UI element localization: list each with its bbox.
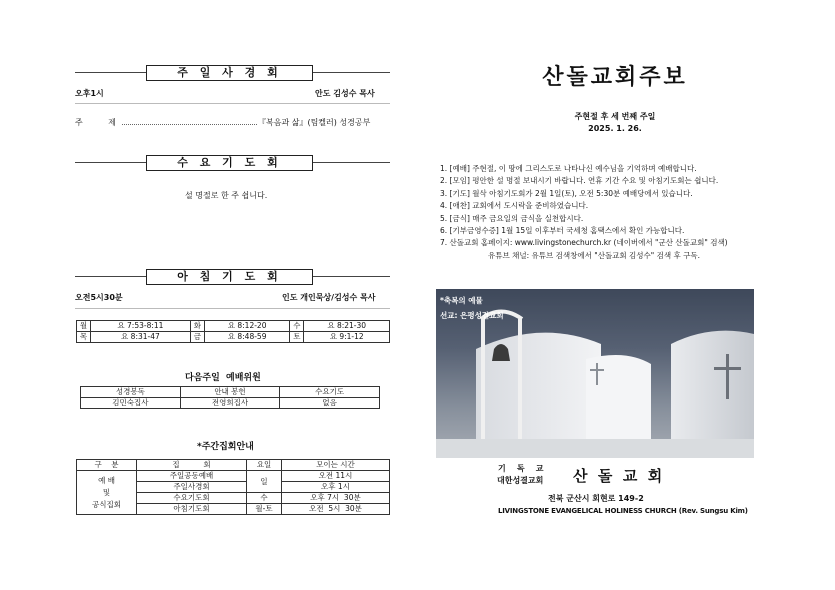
- announcement-item: 3. [기도] 월삭 아침기도회가 2월 1일(토), 오전 5:30분 예배당에서 있습니다.: [440, 188, 693, 198]
- divider: [75, 103, 390, 104]
- value-cell: 없음: [280, 398, 380, 409]
- denomination-top: 기 독 교: [498, 464, 544, 473]
- sunday-worship-topic: 『복음과 삶』(팀켈러) 성경공부: [258, 118, 371, 127]
- group-label: 공식집회: [92, 499, 121, 509]
- sunday-worship-leader: 안도 김성수 목사: [315, 89, 375, 98]
- meeting-name: 아침기도회: [137, 504, 247, 515]
- header-cell: 안내 봉헌: [180, 387, 280, 398]
- group-label: 예 배: [98, 475, 115, 485]
- announcements-list: [440, 163, 780, 262]
- denomination: 대한성결교회: [497, 476, 544, 485]
- next-week-title: 다음주일 예배위원: [185, 373, 261, 383]
- liturgical-week: 주현절 후 세 번째 주일: [574, 112, 656, 121]
- day-cell: 화: [190, 321, 204, 332]
- meeting-name: 수요기도회: [137, 493, 247, 504]
- meeting-time: 오전 5시 30분: [282, 504, 390, 515]
- meeting-time: 오전 11시: [282, 471, 390, 482]
- table-row: [81, 398, 380, 409]
- wednesday-prayer-note: 설 명절로 한 주 쉽니다.: [185, 191, 268, 200]
- passage-cell: 요 7:53-8:11: [91, 321, 191, 332]
- morning-prayer-leader: 인도 개인묵상/김성수 목사: [282, 293, 376, 302]
- meeting-day: 일: [247, 471, 282, 493]
- value-cell: 전영희집사: [180, 398, 280, 409]
- value-cell: 김민숙집사: [81, 398, 181, 409]
- morning-prayer-schedule: [76, 320, 390, 343]
- table-row: [77, 460, 390, 471]
- header-cell: 집 회: [137, 460, 247, 471]
- meeting-day: 수: [247, 493, 282, 504]
- day-cell: 수: [290, 321, 304, 332]
- passage-cell: 요 9:1-12: [304, 332, 390, 343]
- table-row: [77, 471, 390, 482]
- day-cell: 금: [190, 332, 204, 343]
- table-row: [81, 387, 380, 398]
- next-week-table: [80, 386, 380, 409]
- bulletin-title: 산돌교회주보: [542, 65, 688, 90]
- sunday-worship-time: 오후1시: [75, 89, 104, 98]
- church-photo: [436, 289, 754, 458]
- group-label: 및: [102, 487, 111, 497]
- topic-label: 주 제: [75, 118, 116, 127]
- photo-caption-offering: *축복의 예물: [440, 296, 483, 305]
- announcement-item: 2. [모임] 평안한 설 명절 보내시기 바랍니다. 연휴 기간 수요 및 아침기도회는 쉽니다.: [440, 176, 719, 186]
- group-cell: [77, 471, 137, 515]
- bulletin-date: 2025. 1. 26.: [588, 124, 642, 133]
- meeting-time: 오후 7시 30분: [282, 493, 390, 504]
- header-cell: 성경봉독: [81, 387, 181, 398]
- passage-cell: 요 8:48-59: [204, 332, 290, 343]
- photo-caption-mission: 선교: 은평성결교회: [440, 311, 504, 320]
- youtube-line: 유튜브 채널: 유튜브 검색창에서 "산돌교회 김성수" 검색 후 구독.: [488, 250, 701, 260]
- sunday-worship-heading: 주 일 사 경 회: [146, 65, 313, 81]
- morning-prayer-time: 오전5시30분: [75, 293, 123, 302]
- wednesday-prayer-heading: 수 요 기 도 회: [146, 155, 313, 171]
- header-cell: 요일: [247, 460, 282, 471]
- weekly-meetings-title: *주간집회안내: [197, 442, 254, 452]
- weekly-meetings-table: [76, 459, 390, 515]
- morning-prayer-heading: 아 침 기 도 회: [146, 269, 313, 285]
- header-cell: 수요기도: [280, 387, 380, 398]
- passage-cell: 요 8:12-20: [204, 321, 290, 332]
- announcement-item: 6. [기부금영수증] 1월 15일 이후부터 국세청 홈택스에서 확인 가능합니다.: [440, 226, 685, 236]
- table-row: [77, 321, 390, 332]
- meeting-time: 오후 1시: [282, 482, 390, 493]
- announcement-item: 4. [애찬] 교회에서 도시락을 준비하였습니다.: [440, 201, 589, 211]
- meeting-day: 월-토: [247, 504, 282, 515]
- passage-cell: 요 8:31-47: [91, 332, 191, 343]
- header-cell: 구 분: [77, 460, 137, 471]
- header-cell: 모이는 시간: [282, 460, 390, 471]
- church-name: 산 돌 교 회: [573, 467, 663, 485]
- meeting-name: 주일사경회: [137, 482, 247, 493]
- church-address: 전북 군산시 회현로 149-2: [548, 494, 644, 503]
- church-english-name: LIVINGSTONE EVANGELICAL HOLINESS CHURCH (Rev. Sungsu Kim): [498, 507, 748, 515]
- table-row: [77, 332, 390, 343]
- day-cell: 토: [290, 332, 304, 343]
- announcement-item: 5. [금식] 매주 금요일의 금식을 실천합시다.: [440, 213, 584, 223]
- dotted-leader: [122, 124, 257, 125]
- passage-cell: 요 8:21-30: [304, 321, 390, 332]
- day-cell: 목: [77, 332, 91, 343]
- divider: [75, 308, 390, 309]
- day-cell: 월: [77, 321, 91, 332]
- announcement-item: 7. 산돌교회 홈페이지: www.livingstonechurch.kr (네이버에서 "군산 산돌교회" 검색): [440, 238, 728, 248]
- meeting-name: 주일공동예배: [137, 471, 247, 482]
- announcement-item: 1. [예배] 주현절, 이 땅에 그리스도로 나타나신 예수님을 기억하며 예배합니다.: [440, 164, 697, 173]
